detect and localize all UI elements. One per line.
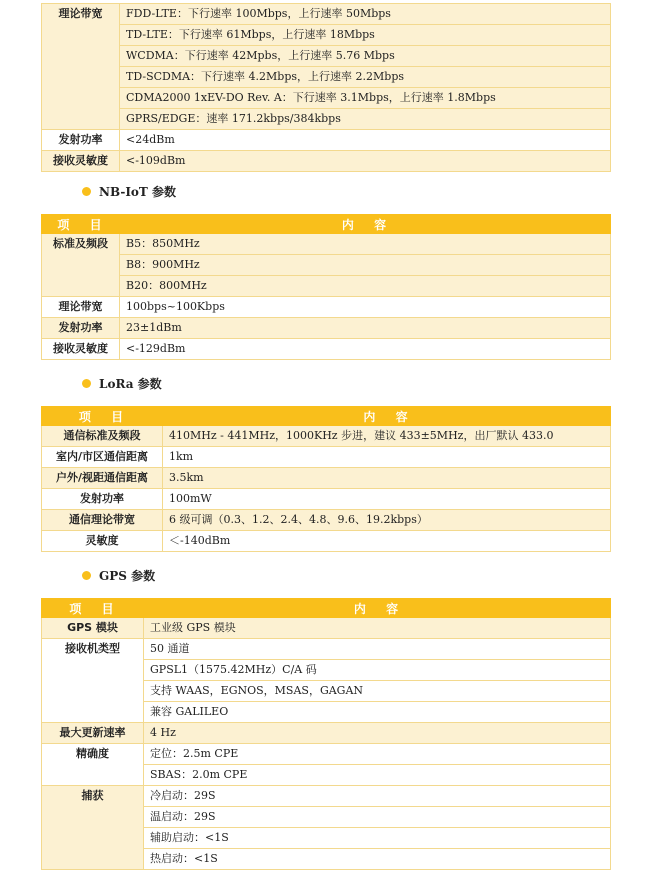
row-value: 热启动：<1S <box>144 849 611 870</box>
row-key: 捕获 <box>42 786 144 870</box>
row-key: 接收灵敏度 <box>42 151 120 172</box>
row-value: B8：900MHz <box>120 255 611 276</box>
row-value: 410MHz - 441MHz，1000KHz 步进，建议 433±5MHz，出厂默认 433.0 <box>163 426 611 447</box>
row-key: 室内/市区通信距离 <box>42 447 163 468</box>
row-value: 定位：2.5m CPE <box>144 744 611 765</box>
row-value: <-129dBm <box>120 339 611 360</box>
row-key: 户外/视距通信距离 <box>42 468 163 489</box>
row-value: 23±1dBm <box>120 318 611 339</box>
row-value: 冷启动：29S <box>144 786 611 807</box>
row-value: CDMA2000 1xEV-DO Rev. A：下行速率 3.1Mbps，上行速率 1.8Mbps <box>120 88 611 109</box>
row-value: 50 通道 <box>144 639 611 660</box>
row-value: 3.5km <box>163 468 611 489</box>
row-key: 理论带宽 <box>42 297 120 318</box>
section-title-nbiot <box>82 183 176 200</box>
section-title-text: LoRa 参数 <box>99 377 162 391</box>
row-value: B5：850MHz <box>120 234 611 255</box>
header-content: 内 容 <box>144 599 611 618</box>
row-value: FDD-LTE：下行速率 100Mbps，上行速率 50Mbps <box>120 4 611 25</box>
nbiot-params-table <box>41 214 611 360</box>
row-value: 6 级可调（0.3、1.2、2.4、4.8、9.6、19.2kbps） <box>163 510 611 531</box>
section-title-lora <box>82 375 162 392</box>
row-value: TD-SCDMA：下行速率 4.2Mbps，上行速率 2.2Mbps <box>120 67 611 88</box>
row-value: 支持 WAAS，EGNOS，MSAS，GAGAN <box>144 681 611 702</box>
row-key: GPS 模块 <box>42 618 144 639</box>
row-value: 辅助启动：<1S <box>144 828 611 849</box>
header-item: 项 目 <box>42 599 144 618</box>
row-key: 接收灵敏度 <box>42 339 120 360</box>
row-value: WCDMA：下行速率 42Mpbs，上行速率 5.76 Mbps <box>120 46 611 67</box>
row-value: 工业级 GPS 模块 <box>144 618 611 639</box>
header-item: 项 目 <box>42 215 120 234</box>
row-value: 100mW <box>163 489 611 510</box>
row-key: 发射功率 <box>42 130 120 151</box>
row-key: 通信理论带宽 <box>42 510 163 531</box>
section-title-text: NB-IoT 参数 <box>99 185 177 199</box>
bullet-dot-icon <box>82 571 91 580</box>
section-title-text: GPS 参数 <box>99 569 156 583</box>
row-value: 100bps~100Kbps <box>120 297 611 318</box>
cellular-params-table <box>41 3 611 172</box>
row-value: GPRS/EDGE：速率 171.2kbps/384kbps <box>120 109 611 130</box>
row-value: ＜-140dBm <box>163 531 611 552</box>
row-key: 最大更新速率 <box>42 723 144 744</box>
row-value: 1km <box>163 447 611 468</box>
header-content: 内 容 <box>163 407 611 426</box>
row-key: 发射功率 <box>42 318 120 339</box>
row-value: TD-LTE：下行速率 61Mbps，上行速率 18Mbps <box>120 25 611 46</box>
bullet-dot-icon <box>82 187 91 196</box>
row-key: 灵敏度 <box>42 531 163 552</box>
row-value: SBAS：2.0m CPE <box>144 765 611 786</box>
section-title-gps <box>82 567 155 584</box>
row-value: GPSL1（1575.42MHz）C/A 码 <box>144 660 611 681</box>
row-value: <24dBm <box>120 130 611 151</box>
row-key: 发射功率 <box>42 489 163 510</box>
row-value: 4 Hz <box>144 723 611 744</box>
row-value: <-109dBm <box>120 151 611 172</box>
lora-params-table <box>41 406 611 552</box>
gps-params-table <box>41 598 611 870</box>
row-key: 通信标准及频段 <box>42 426 163 447</box>
row-value: 兼容 GALILEO <box>144 702 611 723</box>
header-content: 内 容 <box>120 215 611 234</box>
header-item: 项 目 <box>42 407 163 426</box>
row-value: B20：800MHz <box>120 276 611 297</box>
row-key: 接收机类型 <box>42 639 144 723</box>
row-key: 标准及频段 <box>42 234 120 297</box>
row-value: 温启动：29S <box>144 807 611 828</box>
row-key: 理论带宽 <box>42 4 120 130</box>
bullet-dot-icon <box>82 379 91 388</box>
row-key: 精确度 <box>42 744 144 786</box>
